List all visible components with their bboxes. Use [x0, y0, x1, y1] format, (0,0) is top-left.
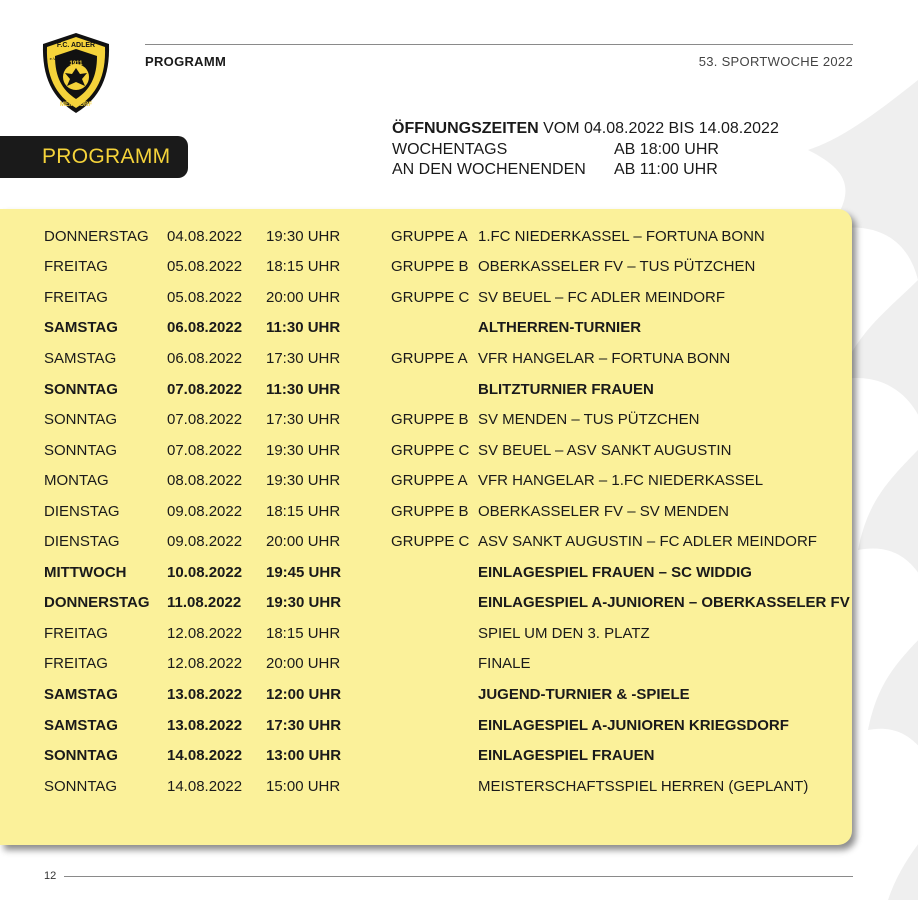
schedule-group: GRUPPE A	[391, 227, 468, 245]
schedule-time: 11:30 UHR	[266, 380, 341, 398]
schedule-match: BLITZTURNIER FRAUEN	[478, 380, 654, 398]
schedule-time: 18:15 UHR	[266, 258, 341, 276]
schedule-row	[44, 526, 858, 557]
schedule-date: 06.08.2022	[167, 349, 243, 367]
schedule-table	[44, 221, 858, 801]
schedule-day: SAMSTAG	[44, 716, 118, 734]
schedule-day: SONNTAG	[44, 380, 118, 398]
schedule-time: 19:30 UHR	[266, 227, 341, 245]
schedule-row	[44, 221, 858, 252]
opening-hours-row: WOCHENTAGS AB 18:00 UHR	[392, 141, 719, 158]
schedule-match: EINLAGESPIEL A-JUNIOREN KRIEGSDORF	[478, 716, 789, 734]
svg-text:e.V.: e.V.	[49, 56, 57, 61]
schedule-day: FREITAG	[44, 288, 108, 306]
schedule-time: 20:00 UHR	[266, 533, 341, 551]
svg-text:F.C. ADLER: F.C. ADLER	[56, 42, 96, 49]
schedule-row	[44, 740, 858, 771]
header-section-label: PROGRAMM	[145, 54, 227, 69]
schedule-date: 07.08.2022	[167, 441, 243, 459]
schedule-date: 04.08.2022	[167, 227, 243, 245]
schedule-date: 12.08.2022	[167, 624, 243, 642]
schedule-day: SONNTAG	[44, 411, 118, 429]
schedule-date: 09.08.2022	[167, 533, 243, 551]
schedule-time: 19:30 UHR	[266, 472, 341, 490]
schedule-time: 20:00 UHR	[266, 288, 341, 306]
schedule-row	[44, 618, 858, 649]
schedule-time: 18:15 UHR	[266, 624, 341, 642]
schedule-match: EINLAGESPIEL A-JUNIOREN – OBERKASSELER FV	[478, 594, 850, 612]
svg-text:MEINDORF: MEINDORF	[60, 102, 92, 108]
schedule-date: 14.08.2022	[167, 777, 243, 795]
schedule-day: FREITAG	[44, 655, 108, 673]
schedule-day: SAMSTAG	[44, 349, 117, 367]
schedule-group: GRUPPE C	[391, 288, 470, 306]
schedule-day: SAMSTAG	[44, 319, 118, 337]
schedule-date: 10.08.2022	[167, 563, 243, 581]
schedule-time: 17:30 UHR	[266, 349, 341, 367]
schedule-time: 17:30 UHR	[266, 411, 341, 429]
schedule-group: GRUPPE C	[391, 533, 470, 551]
schedule-match: MEISTERSCHAFTSSPIEL HERREN (GEPLANT)	[478, 777, 809, 795]
schedule-row	[44, 465, 858, 496]
schedule-row	[44, 404, 858, 435]
schedule-row	[44, 282, 858, 313]
schedule-date: 13.08.2022	[167, 685, 243, 703]
schedule-time: 13:00 UHR	[266, 747, 342, 765]
schedule-time: 19:30 UHR	[266, 594, 342, 612]
schedule-row	[44, 313, 858, 344]
schedule-match: SV BEUEL – ASV SANKT AUGUSTIN	[478, 441, 732, 459]
opening-hours-row: AN DEN WOCHENENDEN AB 11:00 UHR	[392, 161, 718, 178]
schedule-match: ASV SANKT AUGUSTIN – FC ADLER MEINDORF	[478, 533, 817, 551]
schedule-match: SPIEL UM DEN 3. PLATZ	[478, 624, 650, 642]
schedule-date: 06.08.2022	[167, 319, 243, 337]
schedule-day: SONNTAG	[44, 777, 118, 795]
schedule-row	[44, 557, 858, 588]
schedule-day: SAMSTAG	[44, 685, 118, 703]
schedule-time: 17:30 UHR	[266, 716, 342, 734]
schedule-row	[44, 496, 858, 527]
schedule-date: 08.08.2022	[167, 472, 243, 490]
schedule-row	[44, 710, 858, 741]
footer-rule	[64, 876, 853, 877]
schedule-day: FREITAG	[44, 258, 108, 276]
svg-text:1911: 1911	[69, 61, 83, 67]
schedule-date: 14.08.2022	[167, 747, 243, 765]
schedule-row	[44, 649, 858, 680]
schedule-day: DIENSTAG	[44, 502, 120, 520]
schedule-match: FINALE	[478, 655, 531, 673]
schedule-match: 1.FC NIEDERKASSEL – FORTUNA BONN	[478, 227, 765, 245]
schedule-time: 12:00 UHR	[266, 685, 342, 703]
schedule-row	[44, 435, 858, 466]
schedule-row	[44, 588, 858, 619]
schedule-match: SV BEUEL – FC ADLER MEINDORF	[478, 288, 726, 306]
schedule-day: MONTAG	[44, 472, 109, 490]
schedule-match: SV MENDEN – TUS PÜTZCHEN	[478, 411, 700, 429]
page-number: 12	[44, 870, 57, 882]
schedule-date: 11.08.2022	[167, 594, 242, 612]
schedule-row	[44, 343, 858, 374]
schedule-day: SONNTAG	[44, 441, 118, 459]
schedule-match: EINLAGESPIEL FRAUEN	[478, 747, 655, 765]
schedule-date: 13.08.2022	[167, 716, 243, 734]
schedule-match: JUGEND-TURNIER & -SPIELE	[478, 685, 690, 703]
schedule-group: GRUPPE C	[391, 441, 470, 459]
schedule-time: 20:00 UHR	[266, 655, 341, 673]
schedule-group: GRUPPE B	[391, 411, 469, 429]
schedule-row	[44, 252, 858, 283]
schedule-day: SONNTAG	[44, 747, 118, 765]
schedule-group: GRUPPE A	[391, 472, 468, 490]
schedule-date: 07.08.2022	[167, 411, 243, 429]
schedule-day: DONNERSTAG	[44, 227, 149, 245]
schedule-date: 07.08.2022	[167, 380, 243, 398]
schedule-group: GRUPPE A	[391, 349, 468, 367]
schedule-match: VFR HANGELAR – 1.FC NIEDERKASSEL	[478, 472, 764, 490]
opening-hours-title: ÖFFNUNGSZEITEN VOM 04.08.2022 BIS 14.08.2022	[392, 120, 779, 137]
schedule-date: 12.08.2022	[167, 655, 243, 673]
schedule-date: 09.08.2022	[167, 502, 243, 520]
schedule-row	[44, 374, 858, 405]
schedule-group: GRUPPE B	[391, 258, 469, 276]
schedule-time: 19:30 UHR	[266, 441, 341, 459]
schedule-match: OBERKASSELER FV – TUS PÜTZCHEN	[478, 258, 756, 276]
schedule-day: MITTWOCH	[44, 563, 127, 581]
opening-hours	[392, 118, 779, 180]
header-rule	[145, 44, 853, 45]
schedule-match: ALTHERREN-TURNIER	[478, 319, 642, 337]
schedule-time: 11:30 UHR	[266, 319, 341, 337]
schedule-row	[44, 771, 858, 802]
schedule-match: VFR HANGELAR – FORTUNA BONN	[478, 349, 731, 367]
schedule-row	[44, 679, 858, 710]
schedule-time: 19:45 UHR	[266, 563, 342, 581]
schedule-day: FREITAG	[44, 624, 108, 642]
schedule-group: GRUPPE B	[391, 502, 469, 520]
header-publication-label: 53. SPORTWOCHE 2022	[698, 54, 853, 69]
schedule-time: 18:15 UHR	[266, 502, 341, 520]
section-tab: PROGRAMM	[0, 136, 188, 178]
schedule-date: 05.08.2022	[167, 288, 243, 306]
schedule-day: DIENSTAG	[44, 533, 120, 551]
club-logo	[40, 32, 112, 114]
schedule-match: OBERKASSELER FV – SV MENDEN	[478, 502, 729, 520]
schedule-day: DONNERSTAG	[44, 594, 150, 612]
schedule-date: 05.08.2022	[167, 258, 243, 276]
schedule-match: EINLAGESPIEL FRAUEN – SC WIDDIG	[478, 563, 752, 581]
schedule-time: 15:00 UHR	[266, 777, 341, 795]
